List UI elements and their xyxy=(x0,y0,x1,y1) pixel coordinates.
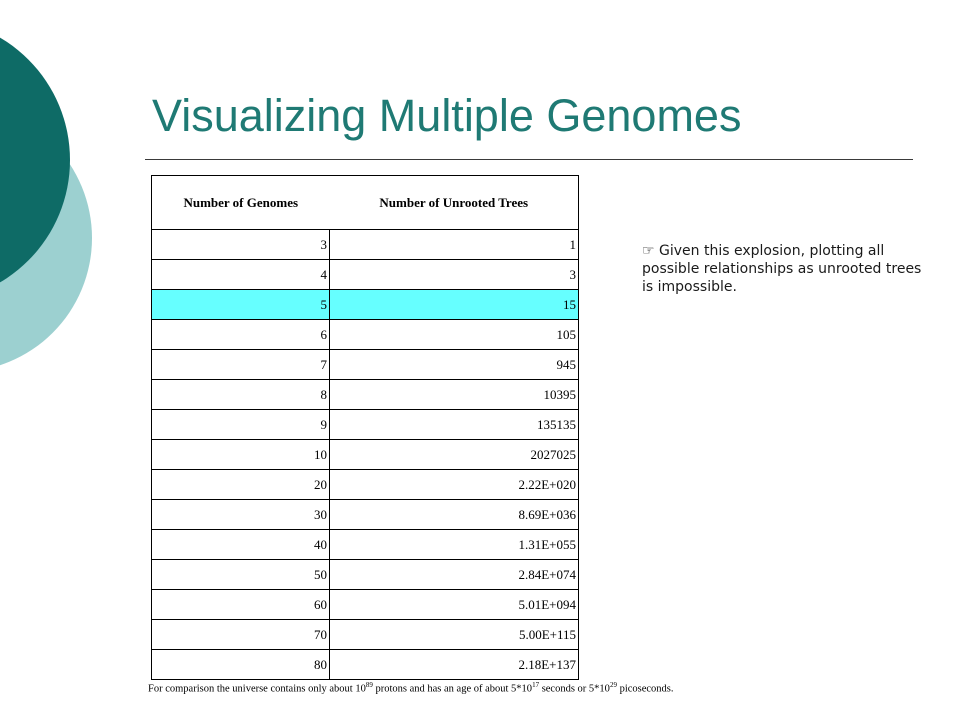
tree-count-cell: 1.31E+055 xyxy=(330,530,579,560)
footer-text-4: picoseconds. xyxy=(616,683,674,695)
tree-count-cell: 8.69E+036 xyxy=(330,500,579,530)
dark-teal-circle xyxy=(0,18,70,302)
bullet-note xyxy=(642,242,932,296)
header-number-of-unrooted-trees: Number of Unrooted Trees xyxy=(330,176,579,230)
table-header-row xyxy=(152,176,579,230)
footer-exponent-1: 89 xyxy=(365,681,373,689)
genome-count-cell: 80 xyxy=(152,650,330,680)
tree-count-cell: 15 xyxy=(330,290,579,320)
genome-count-cell: 7 xyxy=(152,350,330,380)
genome-count-cell: 10 xyxy=(152,440,330,470)
tree-count-cell: 10395 xyxy=(330,380,579,410)
title-divider xyxy=(145,159,913,160)
table-row xyxy=(152,650,579,680)
slide-title: Visualizing Multiple Genomes xyxy=(152,90,742,141)
tree-count-cell: 2.22E+020 xyxy=(330,470,579,500)
genome-count-cell: 6 xyxy=(152,320,330,350)
table-row xyxy=(152,470,579,500)
tree-count-cell: 5.00E+115 xyxy=(330,620,579,650)
header-number-of-genomes: Number of Genomes xyxy=(152,176,330,230)
tree-count-cell: 3 xyxy=(330,260,579,290)
tree-count-cell: 2027025 xyxy=(330,440,579,470)
footer-exponent-3: 29 xyxy=(609,681,617,689)
tree-count-cell: 135135 xyxy=(330,410,579,440)
table-row xyxy=(152,230,579,260)
tree-count-cell: 105 xyxy=(330,320,579,350)
genome-trees-table xyxy=(151,175,579,680)
footer-text-3: seconds or 5*10 xyxy=(539,683,610,695)
table-row xyxy=(152,590,579,620)
tree-count-cell: 945 xyxy=(330,350,579,380)
genome-count-cell: 70 xyxy=(152,620,330,650)
footer-text-2: protons and has an age of about 5*10 xyxy=(372,683,533,695)
table-row xyxy=(152,350,579,380)
genome-count-cell: 50 xyxy=(152,560,330,590)
footer-exponent-2: 17 xyxy=(532,681,540,689)
table-row xyxy=(152,380,579,410)
light-teal-circle xyxy=(0,104,92,372)
genome-count-cell: 20 xyxy=(152,470,330,500)
genome-count-cell: 4 xyxy=(152,260,330,290)
table-body xyxy=(152,230,579,680)
table-row xyxy=(152,290,579,320)
tree-count-cell: 2.84E+074 xyxy=(330,560,579,590)
table-row xyxy=(152,410,579,440)
table-row xyxy=(152,620,579,650)
table-row xyxy=(152,500,579,530)
table-row xyxy=(152,560,579,590)
genome-count-cell: 40 xyxy=(152,530,330,560)
bullet-note-text: Given this explosion, plotting all possible relationships as unrooted trees is impossible. xyxy=(642,243,922,295)
table-row xyxy=(152,530,579,560)
genome-count-cell: 8 xyxy=(152,380,330,410)
footer-comparison-note xyxy=(148,681,674,695)
genome-count-cell: 3 xyxy=(152,230,330,260)
genome-count-cell: 30 xyxy=(152,500,330,530)
table-row xyxy=(152,440,579,470)
tree-count-cell: 5.01E+094 xyxy=(330,590,579,620)
genome-count-cell: 60 xyxy=(152,590,330,620)
footer-text-1: For comparison the universe contains only about 10 xyxy=(148,683,366,695)
tree-count-cell: 1 xyxy=(330,230,579,260)
pointing-hand-icon: ☞ xyxy=(642,243,655,259)
table-row xyxy=(152,320,579,350)
table-row xyxy=(152,260,579,290)
tree-count-cell: 2.18E+137 xyxy=(330,650,579,680)
genome-count-cell: 9 xyxy=(152,410,330,440)
genome-count-cell: 5 xyxy=(152,290,330,320)
